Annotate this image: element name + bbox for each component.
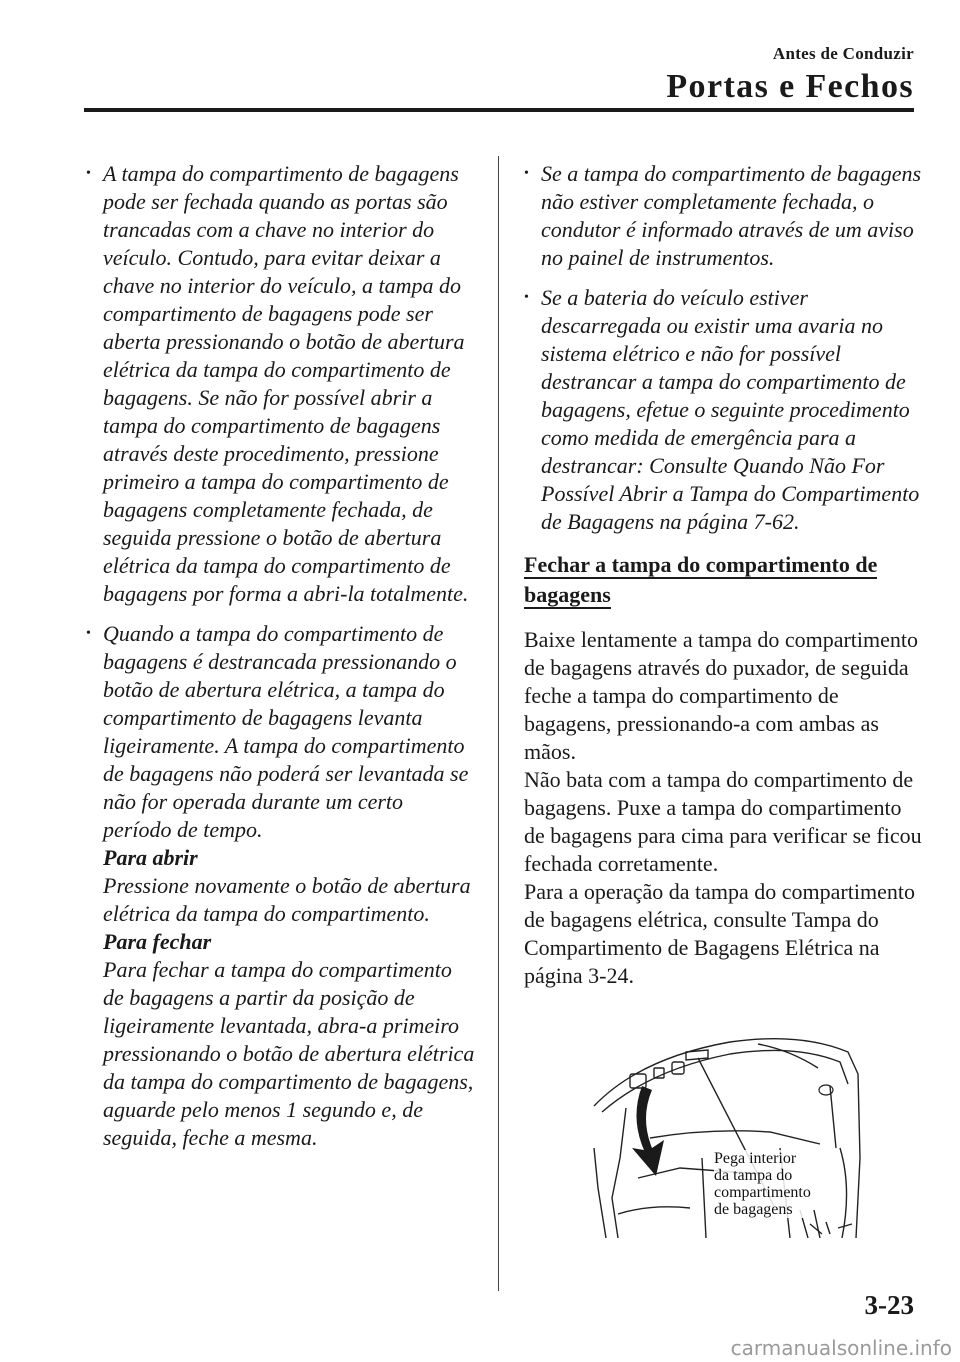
open-subheading: Para abrir: [103, 845, 198, 870]
section-heading-text: Fechar a tampa do compartimento de bagagens: [524, 552, 878, 607]
chapter-name: Antes de Conduzir: [772, 44, 914, 63]
left-column: [86, 160, 476, 1164]
close-subheading: Para fechar: [103, 929, 212, 954]
running-header: [666, 44, 914, 106]
note-bullet: [86, 160, 476, 608]
page-number: 3-23: [864, 1290, 914, 1320]
open-text: Pressione novamente o botão de abertura elétrica da tampa do compartimento.: [103, 873, 471, 926]
column-divider: [498, 156, 499, 1291]
note-bullet: [524, 284, 924, 536]
note-text: • Se a tampa do compartimento de bagagens não estiver completamente fechada, o condutor é informado através de um aviso no painel de instrumentos.: [541, 161, 922, 270]
watermark: carmanualsonline.info: [730, 1336, 952, 1360]
section-heading: [524, 550, 924, 610]
note-text: • Se a bateria do veículo estiver descarregada ou existir uma avaria no sistema elétrico e não for possível destrancar a tampa do compartimento de bagagens, efetue o seguinte procedimento como medida de emergência para a destrancar: Consulte Quando Não For Possível Abrir a Tampa do Compartimento de Bagagens na página 7-62.: [541, 285, 920, 534]
close-text: Para fechar a tampa do compartimento de bagagens a partir da posição de ligeiramente levantada, abra-a primeiro pressionando o botão de abertura elétrica da tampa do compartimento de bagagens, aguarde pelo menos 1 segundo e, de seguida, feche a mesma.: [103, 957, 475, 1150]
body-paragraph: Baixe lentamente a tampa do compartimento de bagagens através do puxador, de seguida feche a tampa do compartimento de bagagens, pressionando-a com ambas as mãos.: [524, 627, 919, 764]
note-text: • A tampa do compartimento de bagagens pode ser fechada quando as portas são trancadas com a chave no interior do veículo. Contudo, para evitar deixar a chave no interior do veículo, a tampa do compartimento de bagagens pode ser aberta pressionando o botão de abertura elétrica da tampa do compartimento de bagagens. Se não for possível abrir a tampa do compartimento de bagagens através deste procedimento, pressione primeiro a tampa do compartimento de bagagens completamente fechada, de seguida pressione o botão de abertura elétrica da tampa do compartimento de bagagens por forma a abri-la totalmente.: [103, 161, 469, 606]
body-paragraph: Para a operação da tampa do compartimento de bagagens elétrica, consulte Tampa do Compartimento de Bagagens Elétrica na página 3-24.: [524, 879, 915, 988]
page-title: Portas e Fechos: [666, 68, 914, 105]
right-column: [524, 160, 924, 990]
note-bullet: [524, 160, 924, 272]
note-text: • Quando a tampa do compartimento de bagagens é destrancada pressionando o botão de abertura elétrica, a tampa do compartimento de bagagens levanta ligeiramente. A tampa do compartimento de bagagens não poderá ser levantada se não for operada durante um certo período de tempo.: [103, 621, 469, 842]
note-bullet: [86, 620, 476, 1152]
figure-callout-label: Pega interior da tampa do compartimento de bagagens: [714, 1150, 811, 1218]
body-paragraph: Não bata com a tampa do compartimento de bagagens. Puxe a tampa do compartimento de bagagens para cima para verificar se ficou fechada corretamente.: [524, 767, 922, 876]
header-rule: [84, 108, 914, 112]
liftgate-illustration: [590, 1028, 870, 1238]
body-text: [524, 626, 924, 990]
